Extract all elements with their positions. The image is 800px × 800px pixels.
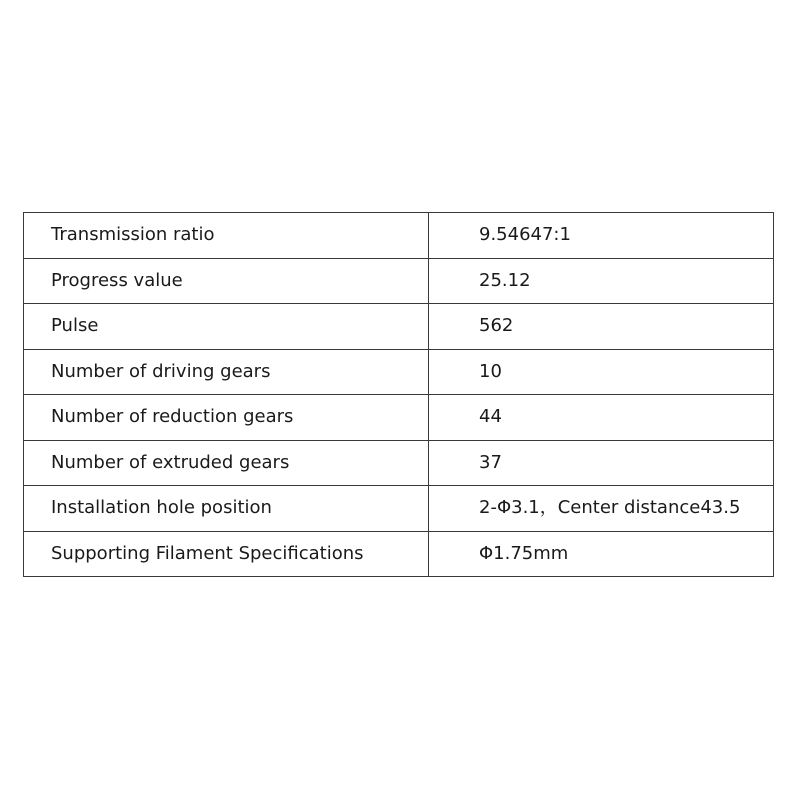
table-row: [24, 486, 774, 532]
table-row: [24, 395, 774, 441]
spec-value-cell: 2-Φ3.1，Center distance43.5: [429, 486, 774, 532]
spec-name-cell: Progress value: [24, 258, 429, 304]
spec-value-cell: Φ1.75mm: [429, 531, 774, 577]
spec-value-cell: 9.54647:1: [429, 213, 774, 259]
spec-table-body: [24, 213, 774, 577]
spec-value-cell: 562: [429, 304, 774, 350]
spec-name-cell: Number of reduction gears: [24, 395, 429, 441]
spec-name-cell: Installation hole position: [24, 486, 429, 532]
table-row: [24, 349, 774, 395]
spec-value-cell: 25.12: [429, 258, 774, 304]
table-row: [24, 258, 774, 304]
table-row: [24, 213, 774, 259]
spec-value-cell: 44: [429, 395, 774, 441]
table-row: [24, 304, 774, 350]
spec-name-cell: Transmission ratio: [24, 213, 429, 259]
spec-name-cell: Supporting Filament Specifications: [24, 531, 429, 577]
spec-name-cell: Number of extruded gears: [24, 440, 429, 486]
spec-value-cell: 10: [429, 349, 774, 395]
spec-value-cell: 37: [429, 440, 774, 486]
table-row: [24, 531, 774, 577]
table-row: [24, 440, 774, 486]
spec-table: [23, 212, 774, 577]
spec-name-cell: Number of driving gears: [24, 349, 429, 395]
spec-name-cell: Pulse: [24, 304, 429, 350]
